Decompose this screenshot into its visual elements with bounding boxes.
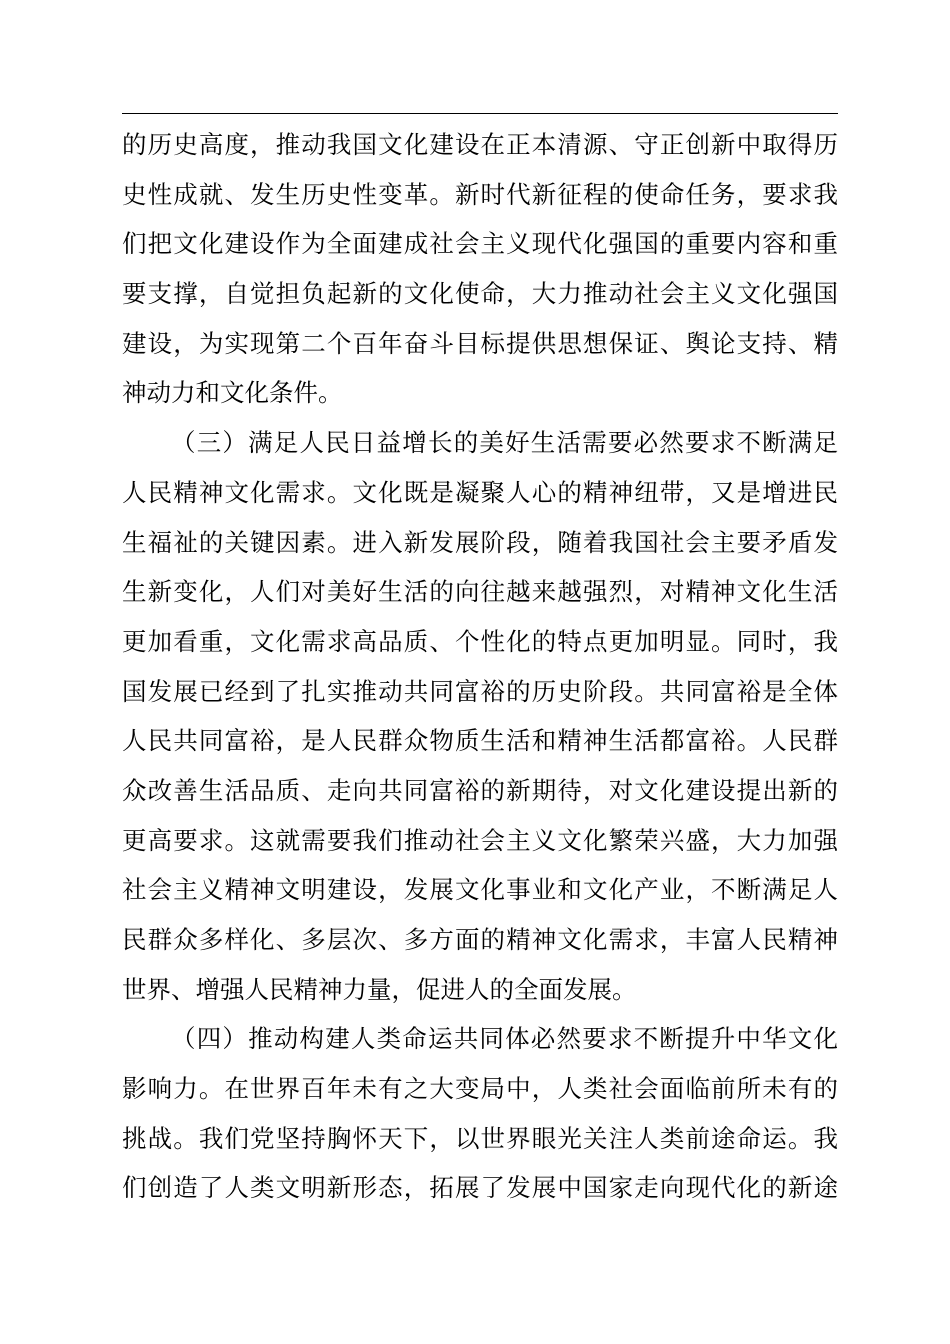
text-line: 民群众多样化、多层次、多方面的精神文化需求，丰富人民精神 bbox=[122, 925, 838, 954]
section-heading-line: （四）推动构建人类命运共同体必然要求不断提升中华文化 bbox=[171, 1024, 838, 1054]
text-line: 社会主义精神文明建设，发展文化事业和文化产业，不断满足人 bbox=[122, 875, 838, 905]
paragraph-end-line: 世界、增强人民精神力量，促进人的全面发展。 bbox=[122, 974, 637, 1004]
text-line: 史性成就、发生历史性变革。新时代新征程的使命任务，要求我 bbox=[122, 179, 838, 209]
text-line: 人民共同富裕，是人民群众物质生活和精神生活都富裕。人民群 bbox=[122, 726, 838, 756]
text-line: 人民精神文化需求。文化既是凝聚人心的精神纽带，又是增进民 bbox=[122, 477, 838, 507]
text-line: 影响力。在世界百年未有之大变局中，人类社会面临前所未有的 bbox=[122, 1074, 838, 1104]
text-line: 众改善生活品质、走向共同富裕的新期待，对文化建设提出新的 bbox=[122, 775, 838, 805]
text-line: 生福祉的关键因素。进入新发展阶段，随着我国社会主要矛盾发 bbox=[122, 527, 838, 557]
text-line: 国发展已经到了扎实推动共同富裕的历史阶段。共同富裕是全体 bbox=[122, 676, 838, 706]
body-text bbox=[122, 120, 838, 1213]
text-line: 们创造了人类文明新形态，拓展了发展中国家走向现代化的新途 bbox=[122, 1173, 838, 1203]
text-line: 们把文化建设作为全面建成社会主义现代化强国的重要内容和重 bbox=[122, 229, 838, 259]
text-line: 更加看重，文化需求高品质、个性化的特点更加明显。同时，我 bbox=[122, 626, 838, 656]
paragraph-end-line: 神动力和文化条件。 bbox=[122, 378, 343, 408]
text-line: 更高要求。这就需要我们推动社会主义文化繁荣兴盛，大力加强 bbox=[122, 825, 838, 855]
text-line: 要支撑，自觉担负起新的文化使命，大力推动社会主义文化强国 bbox=[122, 279, 838, 309]
text-line: 建设，为实现第二个百年奋斗目标提供思想保证、舆论支持、精 bbox=[122, 328, 838, 358]
section-heading-line: （三）满足人民日益增长的美好生活需要必然要求不断满足 bbox=[171, 428, 838, 458]
header-rule bbox=[122, 113, 838, 114]
text-line: 的历史高度，推动我国文化建设在正本清源、守正创新中取得历 bbox=[122, 130, 838, 159]
text-line: 生新变化，人们对美好生活的向往越来越强烈，对精神文化生活 bbox=[122, 577, 838, 607]
text-line: 挑战。我们党坚持胸怀天下，以世界眼光关注人类前途命运。我 bbox=[122, 1123, 838, 1153]
